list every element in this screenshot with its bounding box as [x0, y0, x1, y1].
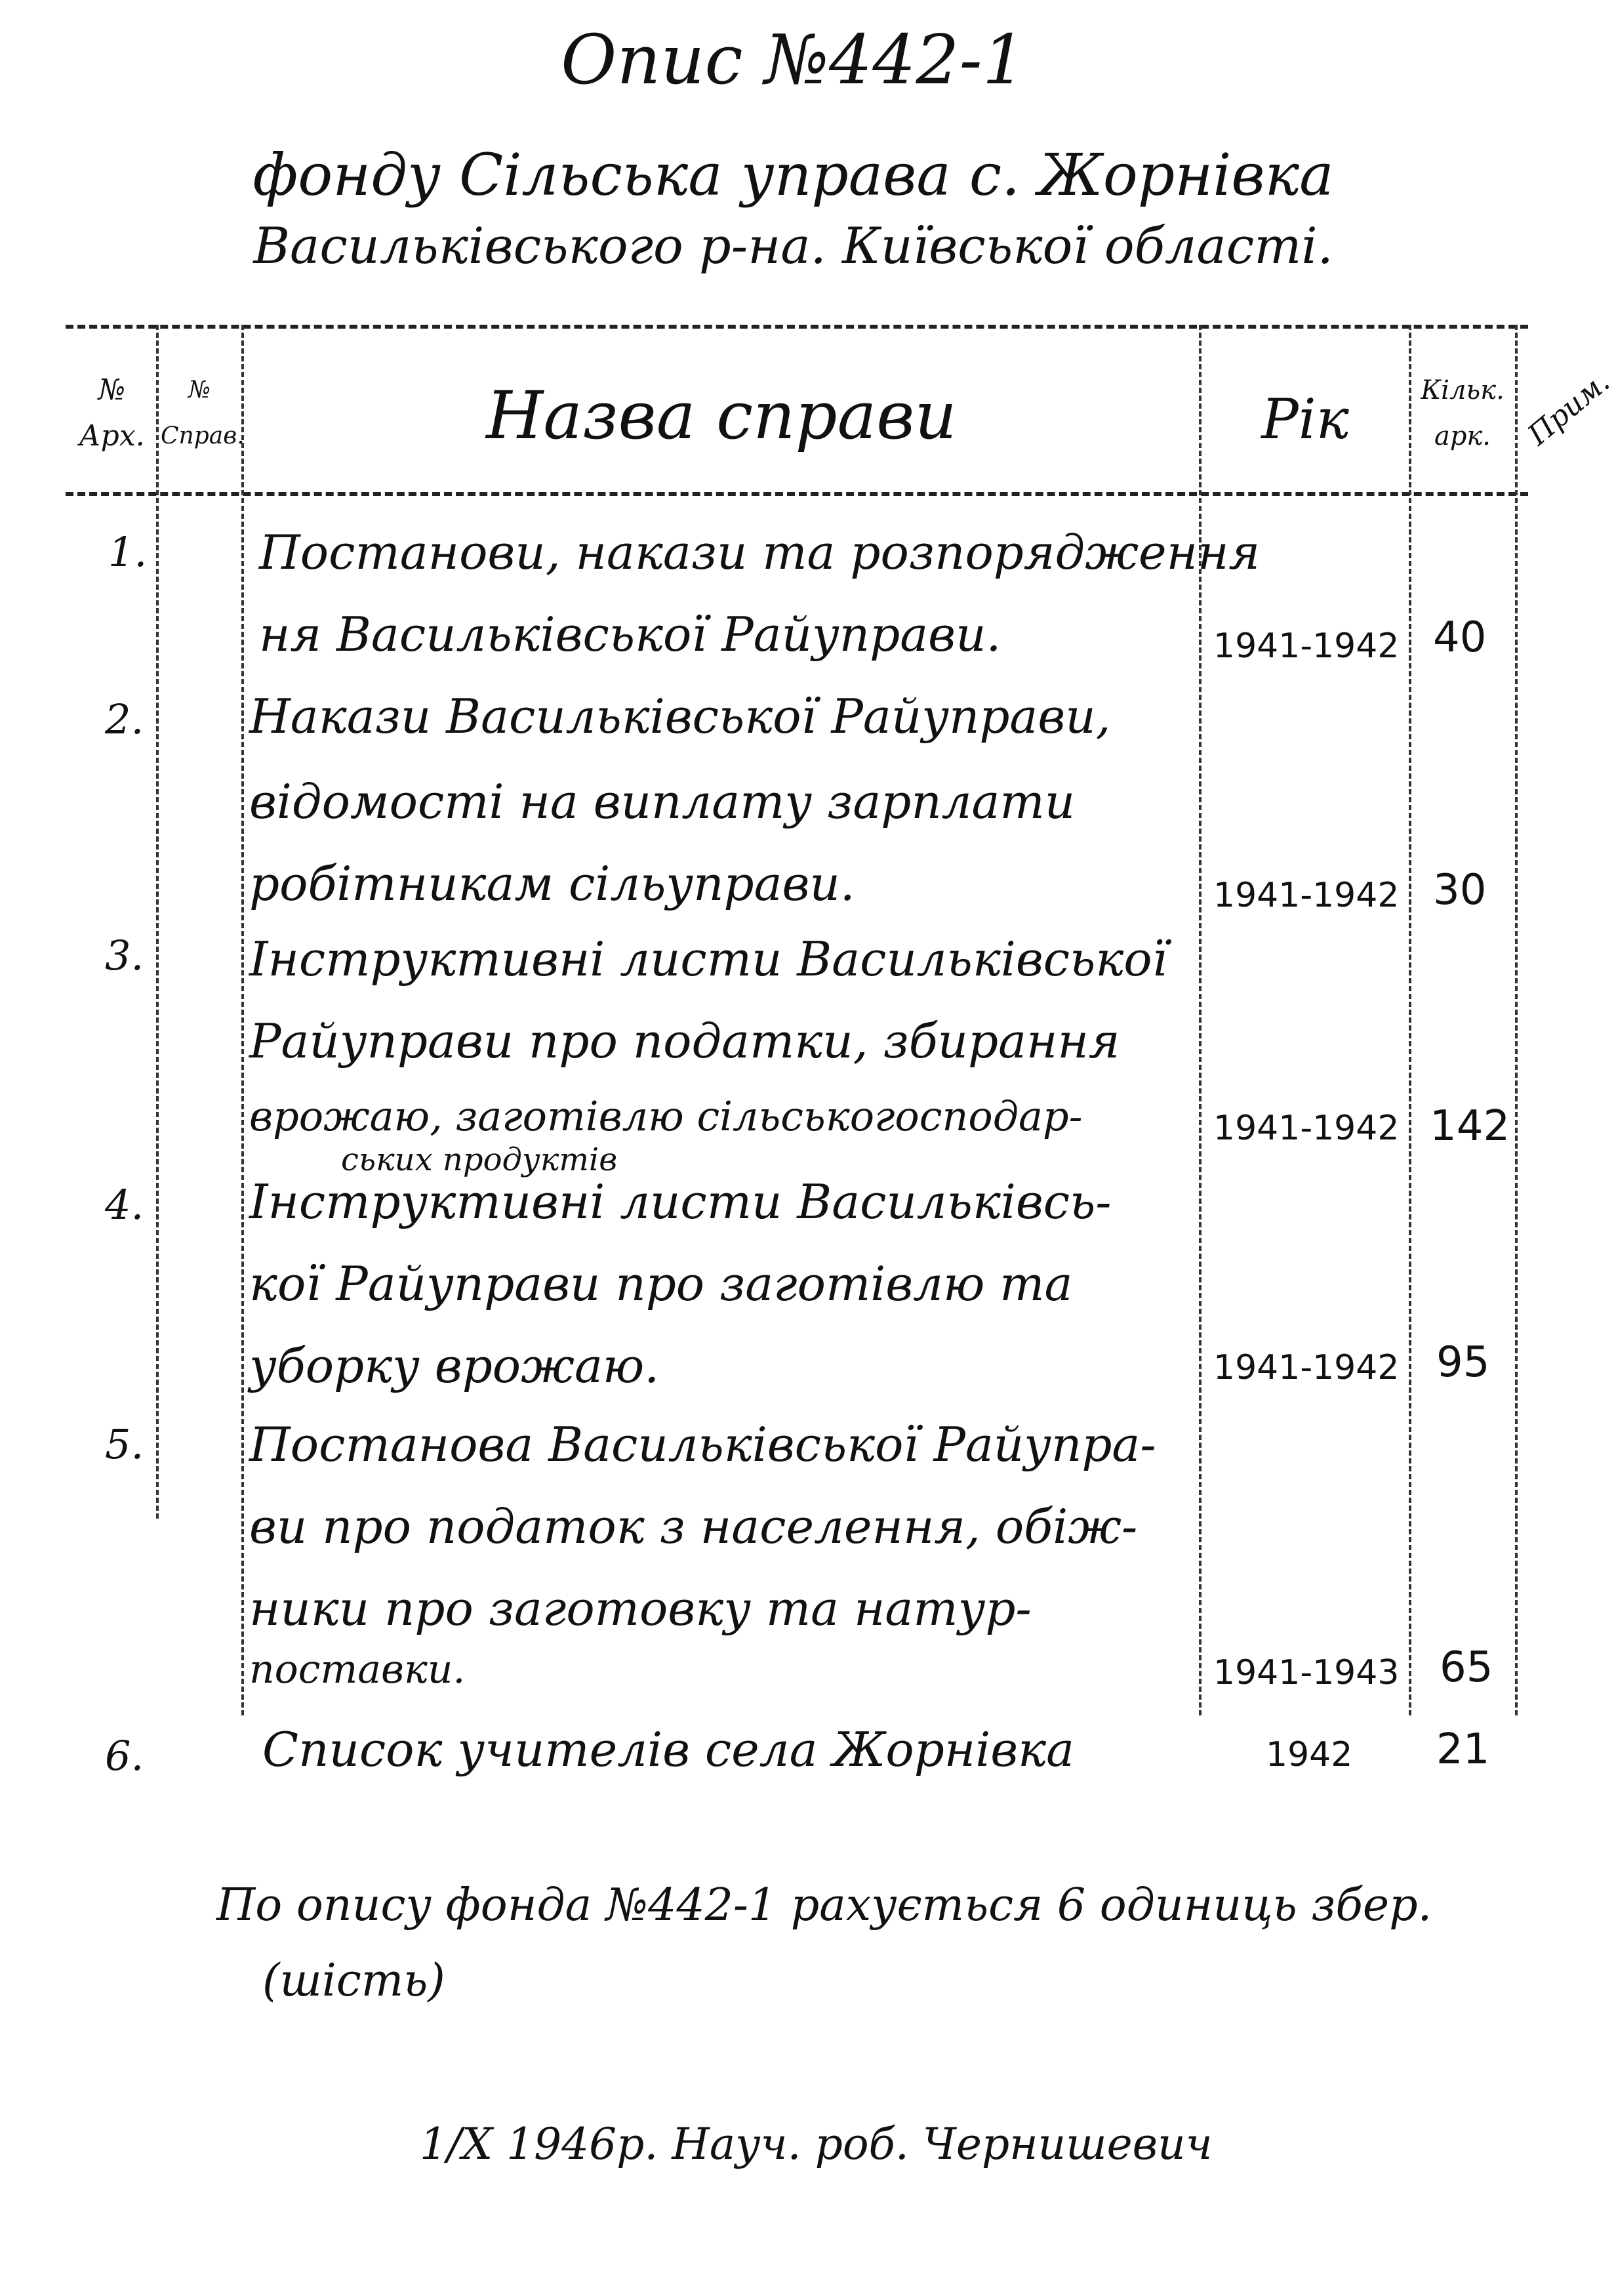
row-6-year: 1942 — [1266, 1735, 1353, 1774]
header-case-name: Назва справи — [486, 377, 957, 454]
row-5-number: 5. — [105, 1420, 144, 1468]
row-1-sheet-count: 40 — [1433, 613, 1487, 662]
header-sheet-count: Кільк. арк. — [1421, 375, 1505, 451]
column-divider — [156, 325, 159, 1519]
row-6-sheet-count: 21 — [1436, 1725, 1490, 1774]
row-1-line-1: Постанови, накази та розпорядження — [259, 525, 1261, 580]
row-3-number: 3. — [105, 932, 144, 979]
row-4-line-3: уборку врожаю. — [249, 1338, 660, 1393]
summary-line: По опису фонда №442-1 рахується 6 одиниць збер. — [216, 1879, 1432, 1931]
row-3-line-2: Райуправи про податки, збирання — [249, 1014, 1120, 1069]
header-year: Рік — [1261, 387, 1349, 451]
row-4-line-2: кої Райуправи про заготівлю та — [249, 1256, 1073, 1311]
date-and-signature-line: 1/Х 1946р. Науч. роб. Чернишевич — [420, 2119, 1213, 2169]
header-case-no: № Справ. — [161, 377, 245, 449]
summary-count-words: (шість) — [262, 1955, 445, 2007]
row-5-line-2: ви про податок з населення, обіж- — [249, 1499, 1138, 1554]
row-6-number: 6. — [105, 1732, 144, 1780]
row-3-year: 1941-1942 — [1213, 1109, 1400, 1148]
header-notes: Прим. — [1522, 365, 1616, 453]
row-5-year: 1941-1943 — [1213, 1653, 1400, 1692]
row-2-line-2: відомості на виплату зарплати — [249, 774, 1076, 829]
row-2-line-3: робітникам сільуправи. — [249, 856, 855, 911]
row-2-number: 2. — [105, 695, 144, 743]
row-3-line-1: Інструктивні листи Васильківської — [249, 932, 1167, 987]
row-5-line-1: Постанова Васильківської Райупра- — [249, 1417, 1156, 1472]
row-4-sheet-count: 95 — [1436, 1338, 1490, 1387]
header-arch-no: № Арх. — [79, 373, 145, 453]
row-4-line-1: Інструктивні листи Васильківсь- — [249, 1174, 1112, 1229]
column-divider — [1409, 325, 1411, 1715]
row-4-number: 4. — [105, 1181, 144, 1229]
row-3-line-4: ських продуктів — [341, 1141, 618, 1178]
row-2-line-1: Накази Васильківської Райуправи, — [249, 689, 1111, 744]
row-2-year: 1941-1942 — [1213, 876, 1400, 915]
column-divider — [241, 325, 244, 1715]
row-4-year: 1941-1942 — [1213, 1348, 1400, 1387]
row-2-sheet-count: 30 — [1433, 866, 1487, 914]
row-6-line-1: Список учителів села Жорнівка — [262, 1722, 1075, 1777]
row-1-number: 1. — [108, 528, 148, 576]
row-1-line-2: ня Васильківської Райуправи. — [259, 607, 1001, 662]
region-subtitle: Васильківського р-на. Київської області. — [253, 216, 1333, 275]
header-bottom-rule — [66, 492, 1528, 496]
row-5-line-4: поставки. — [249, 1647, 466, 1692]
fund-subtitle: фонду Сільська управа с. Жорнівка — [253, 141, 1334, 209]
row-3-sheet-count: 142 — [1430, 1102, 1510, 1151]
column-divider — [1515, 325, 1518, 1715]
row-5-line-3: ники про заготовку та натур- — [249, 1581, 1032, 1636]
inventory-title: Опис №442-1 — [561, 20, 1026, 100]
row-1-year: 1941-1942 — [1213, 626, 1400, 666]
row-3-line-3: врожаю, заготівлю сільськогосподар- — [249, 1092, 1083, 1140]
row-5-sheet-count: 65 — [1440, 1643, 1493, 1692]
table-top-rule — [66, 325, 1528, 329]
